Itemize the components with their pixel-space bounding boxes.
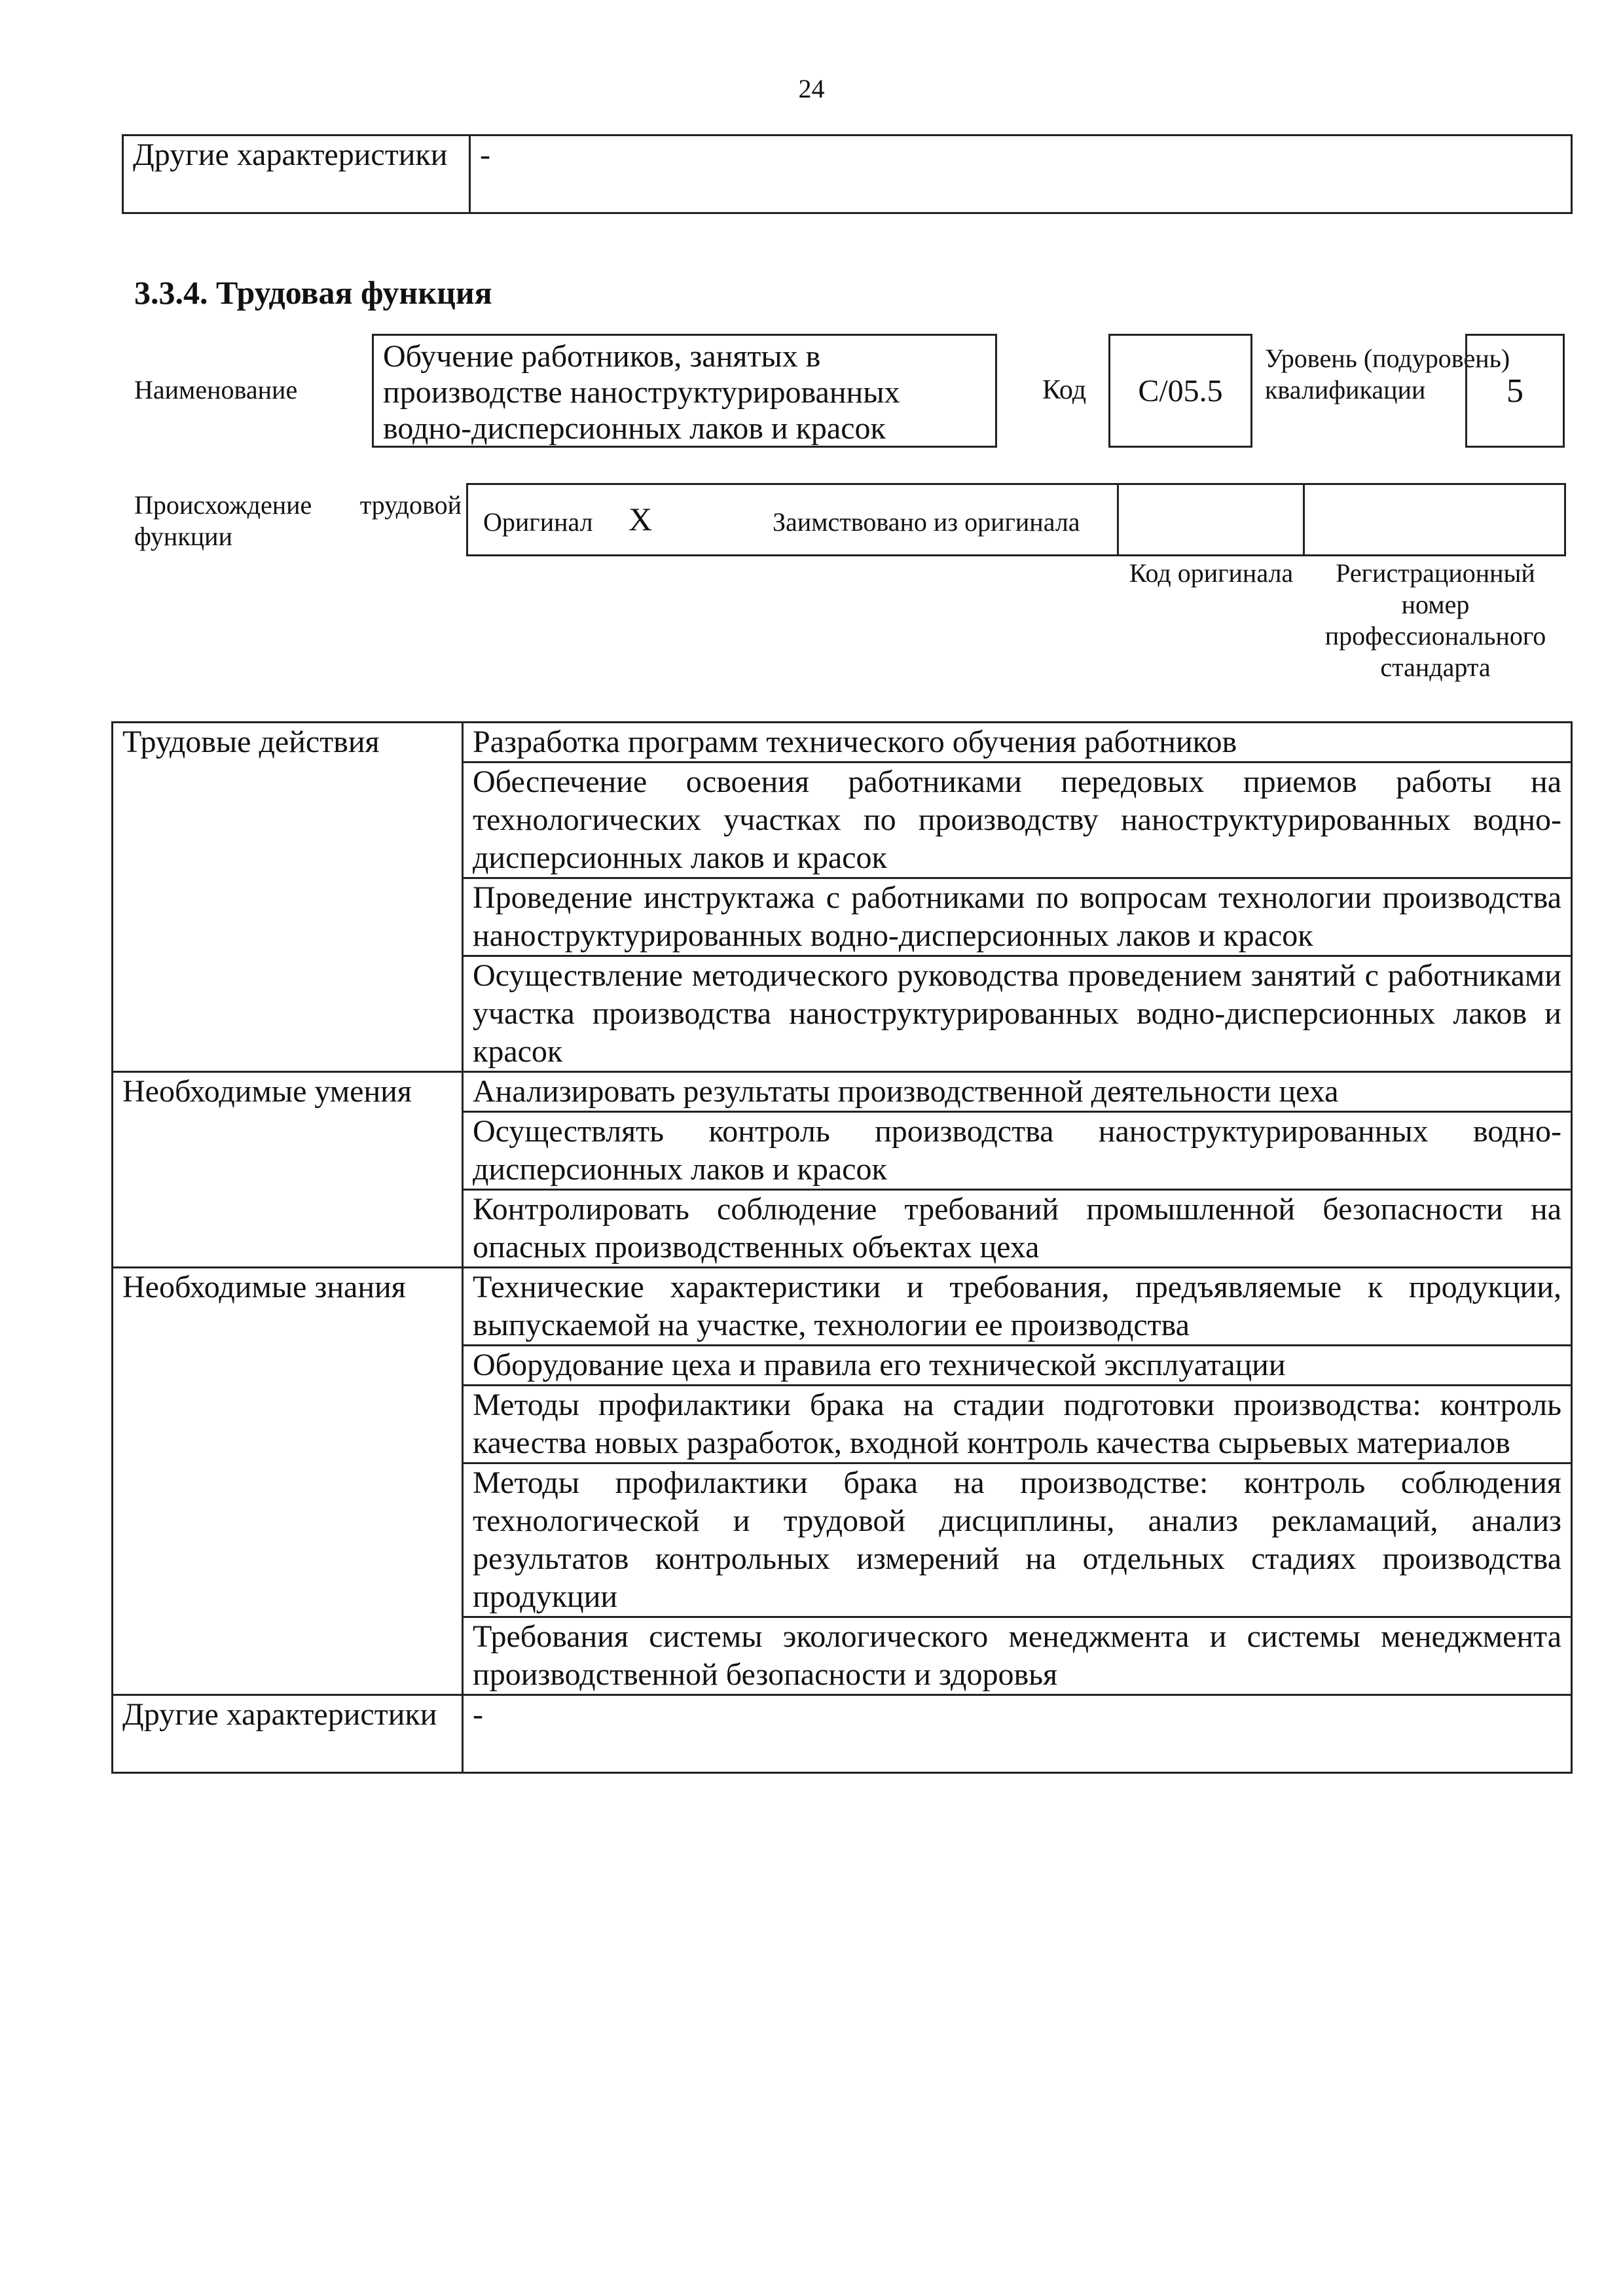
knowledge-item: Методы профилактики брака на стадии подготовки производства: контроль качества новых разработок, входной контроль качества сырьевых материалов <box>463 1386 1572 1463</box>
borrowed-label: Заимствовано из оригинала <box>773 507 1080 537</box>
page-number: 24 <box>798 74 825 103</box>
table-row <box>113 1268 1572 1346</box>
table-row <box>113 1072 1572 1112</box>
original-mark: X <box>629 501 653 537</box>
skill-item: Контролировать соблюдение требований промышленной безопасности на опасных производственных объектах цеха <box>463 1190 1572 1268</box>
knowledge-item: Требования системы экологического менеджмента и системы менеджмента производственной безопасности и здоровья <box>463 1617 1572 1695</box>
skill-item: Анализировать результаты производственной деятельности цеха <box>463 1072 1572 1112</box>
function-code-box: С/05.5 <box>1108 334 1252 448</box>
table-row <box>123 135 1572 213</box>
code-label: Код <box>1042 375 1087 405</box>
other-characteristics-table-top <box>122 134 1573 214</box>
qualification-level-label: Уровень (подуровень) квалификации <box>1265 344 1510 404</box>
qualification-level-box: 5 <box>1465 334 1565 448</box>
labor-action-item: Проведение инструктажа с работниками по вопросам технологии производства наноструктурированных водно-дисперсионных лаков и красок <box>463 878 1572 956</box>
knowledge-item: Технические характеристики и требования, предъявляемые к продукции, выпускаемой на участке, технологии ее производства <box>463 1268 1572 1346</box>
caption-registration-number: Регистрационный номер профессионального стандарта <box>1324 558 1546 682</box>
caption-original-code: Код оригинала <box>1129 558 1294 588</box>
skills-label: Необходимые умения <box>113 1072 463 1268</box>
labor-action-item: Осуществление методического руководства проведением занятий с работниками участка производства наноструктурированных водно-дисперсионных лаков и красок <box>463 956 1572 1072</box>
knowledge-item: Оборудование цеха и правила его технической эксплуатации <box>463 1346 1572 1386</box>
row-value: - <box>470 135 1572 213</box>
table-row <box>113 1695 1572 1773</box>
origin-divider <box>1117 483 1119 556</box>
name-label: Наименование <box>134 375 298 404</box>
knowledge-label: Необходимые знания <box>113 1268 463 1695</box>
section-heading: 3.3.4. Трудовая функция <box>134 274 492 311</box>
knowledge-item: Методы профилактики брака на производстве: контроль соблюдения технологической и трудовой дисциплины, анализ рекламаций, анализ результатов контрольных измерений на отдельных стадиях производства продукции <box>463 1463 1572 1617</box>
labor-action-item: Обеспечение освоения работниками передовых приемов работы на технологических участках по производству наноструктурированных водно-дисперсионных лаков и красок <box>463 762 1572 878</box>
original-label: Оригинал <box>483 507 593 537</box>
labor-actions-label: Трудовые действия <box>113 723 463 1072</box>
other-characteristics-value: - <box>463 1695 1572 1773</box>
table-row <box>113 723 1572 762</box>
skill-item: Осуществлять контроль производства наноструктурированных водно-дисперсионных лаков и красок <box>463 1112 1572 1190</box>
function-name-box: Обучение работников, занятых в производстве наноструктурированных водно-дисперсионных лаков и красок <box>372 334 997 448</box>
labor-function-table <box>111 721 1573 1774</box>
other-characteristics-label: Другие характеристики <box>113 1695 463 1773</box>
origin-divider <box>1303 483 1305 556</box>
row-label: Другие характеристики <box>123 135 470 213</box>
origin-label: Происхождение трудовой функции <box>134 490 462 551</box>
labor-action-item: Разработка программ технического обучения работников <box>463 723 1572 762</box>
